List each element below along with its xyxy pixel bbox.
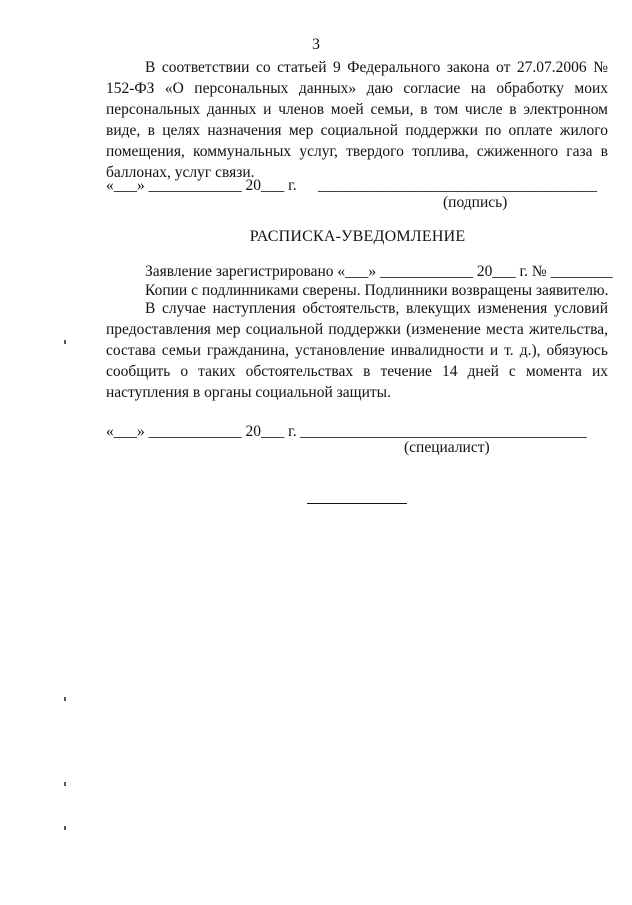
specialist-caption: (специалист) (404, 439, 490, 456)
page-number: 3 (312, 36, 320, 53)
copies-verified-line: Копии с подлинниками сверены. Подлинники возвращены заявителю. (145, 282, 609, 299)
obligation-paragraph: В случае наступления обстоятельств, влекущих изменения условий предоставления мер социальной поддержки (изменение места жительства, состава семьи гражданина, установление инвалидности и т. д.), обязуюсь сообщить о таких обстоятельствах в течение 14 дней с момента их наступления в органы социальной защиты. (106, 300, 608, 401)
margin-mark (64, 826, 66, 830)
margin-mark (64, 340, 66, 344)
consent-paragraph: В соответствии со статьей 9 Федерального закона от 27.07.2006 № 152-ФЗ «О персональных данных» даю согласие на обработку моих персональных данных и членов моей семьи, в том числе в электронном виде, в целях назначения мер социальной поддержки по оплате жилого помещения, коммунальных услуг, твердого топлива, сжиженного газа в баллонах, услуг связи. (106, 59, 608, 181)
signature-blank: ____________________________________ (318, 177, 597, 194)
registration-line: Заявление зарегистрировано «___» ____________ 20___ г. № ________ (145, 263, 613, 280)
signature-caption: (подпись) (443, 194, 508, 211)
specialist-signature-blank: _____________________________________ (300, 423, 587, 440)
margin-mark (64, 782, 66, 786)
margin-mark (64, 697, 66, 701)
consent-date-line: «___» ____________ 20___ г. (106, 177, 297, 194)
receipt-date-line: «___» ____________ 20___ г. (106, 423, 297, 440)
receipt-title: РАСПИСКА-УВЕДОМЛЕНИЕ (249, 228, 466, 245)
closing-rule (307, 503, 407, 504)
